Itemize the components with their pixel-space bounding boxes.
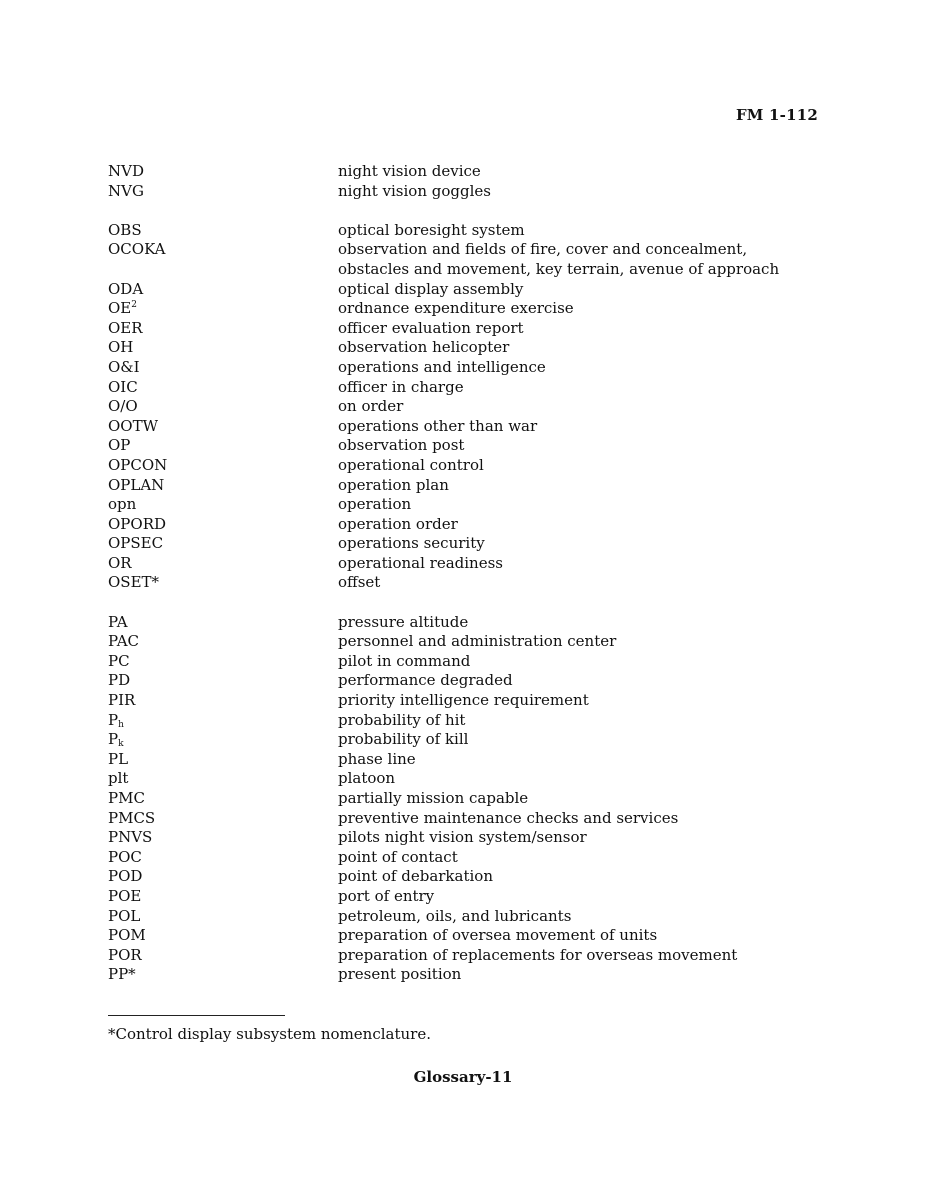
glossary-entry (108, 867, 828, 887)
glossary-term (108, 221, 338, 241)
glossary-term-text: OPSEC (108, 534, 164, 553)
glossary-term (108, 828, 338, 848)
glossary-group (108, 613, 828, 985)
glossary-list (108, 162, 828, 985)
glossary-term (108, 299, 338, 319)
glossary-definition: probability of hit (338, 710, 466, 729)
glossary-term-text: NVD (108, 162, 144, 180)
glossary-definition: priority intelligence requirement (338, 691, 589, 710)
glossary-definition: point of debarkation (338, 867, 493, 886)
glossary-term (108, 613, 338, 633)
glossary-term (108, 358, 338, 378)
glossary-term-text: OPORD (108, 514, 167, 533)
glossary-term-text: OH (108, 338, 134, 357)
glossary-definition: optical boresight system (338, 220, 525, 239)
glossary-term-text: O/O (108, 397, 138, 416)
glossary-entry (108, 319, 828, 339)
glossary-term (108, 495, 338, 515)
glossary-term (108, 476, 338, 496)
glossary-term-text: ODA (108, 279, 144, 298)
glossary-term-text: opn (108, 495, 137, 514)
glossary-definition: officer evaluation report (338, 318, 524, 337)
glossary-definition: operations other than war (338, 416, 538, 435)
glossary-term (108, 965, 338, 985)
glossary-entry (108, 397, 828, 417)
glossary-entry (108, 280, 828, 300)
glossary-term (108, 417, 338, 437)
glossary-term-text: OR (108, 553, 132, 572)
glossary-definition: point of contact (338, 847, 458, 866)
glossary-entry (108, 515, 828, 535)
glossary-entry (108, 456, 828, 476)
glossary-entry (108, 809, 828, 829)
glossary-term (108, 280, 338, 300)
glossary-definition: optical display assembly (338, 279, 524, 298)
glossary-definition: operational readiness (338, 553, 503, 572)
glossary-entry (108, 436, 828, 456)
glossary-term-text: OOTW (108, 416, 159, 435)
glossary-term-text: PL (108, 749, 129, 768)
glossary-term (108, 809, 338, 829)
glossary-definition: operation (338, 495, 412, 514)
glossary-term-text: PMC (108, 789, 145, 807)
glossary-entry (108, 789, 828, 809)
glossary-term (108, 534, 338, 554)
glossary-term-text: OPLAN (108, 475, 165, 494)
glossary-term-text: plt (108, 769, 129, 788)
glossary-term-text: PD (108, 671, 131, 690)
footnote: *Control display subsystem nomenclature. (108, 1025, 431, 1043)
glossary-entry (108, 299, 828, 319)
glossary-entry (108, 652, 828, 672)
glossary-entry (108, 182, 828, 202)
glossary-entry (108, 887, 828, 907)
glossary-term-text: PA (108, 612, 128, 631)
glossary-term (108, 750, 338, 770)
glossary-entry (108, 417, 828, 437)
glossary-term-text: OER (108, 318, 143, 337)
glossary-term-subscript: k (118, 739, 124, 750)
glossary-definition: offset (338, 573, 381, 592)
glossary-term (108, 515, 338, 535)
document-id: FM 1-112 (735, 106, 818, 124)
glossary-term (108, 554, 338, 574)
glossary-definition: performance degraded (338, 671, 513, 690)
glossary-entry (108, 221, 828, 241)
glossary-term-text: PIR (108, 691, 136, 710)
glossary-definition: pilot in command (338, 651, 471, 670)
glossary-entry (108, 711, 828, 731)
glossary-group (108, 221, 828, 593)
glossary-term (108, 182, 338, 202)
glossary-term-text: POR (108, 945, 142, 964)
glossary-term (108, 652, 338, 672)
glossary-definition: pilots night vision system/sensor (338, 828, 587, 847)
glossary-term-text: P (108, 710, 119, 729)
glossary-term-text: P (108, 730, 119, 749)
glossary-term (108, 789, 338, 809)
glossary-term (108, 867, 338, 887)
glossary-term-text: OSET* (108, 573, 160, 592)
glossary-entry (108, 573, 828, 593)
glossary-term-text: OE (108, 299, 132, 318)
glossary-term (108, 456, 338, 476)
glossary-definition: port of entry (338, 886, 435, 905)
glossary-entry (108, 240, 828, 279)
glossary-term (108, 671, 338, 691)
glossary-definition: observation and fields of fire, cover and concealment, obstacles and movement, key terrain, avenue of approach (338, 240, 780, 278)
glossary-entry (108, 632, 828, 652)
glossary-entry (108, 828, 828, 848)
glossary-entry (108, 750, 828, 770)
glossary-entry (108, 162, 828, 182)
glossary-definition: phase line (338, 749, 416, 768)
glossary-term (108, 573, 338, 593)
page-number: Glossary-11 (413, 1068, 513, 1086)
glossary-definition: on order (338, 397, 404, 416)
glossary-definition: operations and intelligence (338, 357, 546, 376)
glossary-term-text: POD (108, 867, 143, 886)
glossary-term (108, 632, 338, 652)
glossary-entry (108, 495, 828, 515)
glossary-term (108, 397, 338, 417)
glossary-term (108, 338, 338, 358)
glossary-term-text: OPCON (108, 455, 168, 474)
glossary-entry (108, 691, 828, 711)
glossary-group (108, 162, 828, 201)
glossary-entry (108, 338, 828, 358)
glossary-term (108, 887, 338, 907)
glossary-definition: ordnance expenditure exercise (338, 299, 574, 318)
glossary-term (108, 946, 338, 966)
glossary-definition: present position (338, 965, 462, 984)
glossary-term (108, 319, 338, 339)
glossary-term (108, 926, 338, 946)
glossary-term-text: PAC (108, 632, 140, 651)
glossary-definition: night vision device (338, 162, 481, 180)
glossary-term-text: POM (108, 926, 146, 945)
glossary-term-text: POC (108, 847, 142, 866)
glossary-entry (108, 730, 828, 750)
glossary-definition: operation plan (338, 475, 449, 494)
glossary-term (108, 162, 338, 182)
glossary-definition: operation order (338, 514, 458, 533)
glossary-term-text: OP (108, 436, 131, 455)
glossary-definition: preparation of replacements for overseas movement (338, 945, 738, 964)
glossary-term-text: OIC (108, 377, 138, 396)
glossary-definition: preventive maintenance checks and services (338, 808, 679, 827)
glossary-term (108, 436, 338, 456)
glossary-term-text: OBS (108, 220, 142, 239)
glossary-entry (108, 671, 828, 691)
glossary-term-text: PC (108, 651, 130, 670)
glossary-term (108, 769, 338, 789)
glossary-entry (108, 554, 828, 574)
glossary-entry (108, 378, 828, 398)
glossary-definition: operations security (338, 534, 485, 553)
glossary-definition: platoon (338, 769, 396, 788)
glossary-term-text: PNVS (108, 828, 153, 847)
glossary-entry (108, 926, 828, 946)
glossary-term (108, 711, 338, 731)
glossary-term (108, 691, 338, 711)
glossary-definition: pressure altitude (338, 612, 469, 631)
glossary-term-text: NVG (108, 181, 144, 200)
glossary-term-text: POE (108, 886, 142, 905)
glossary-definition: operational control (338, 455, 484, 474)
glossary-definition: night vision goggles (338, 181, 491, 200)
glossary-definition: observation helicopter (338, 338, 510, 357)
glossary-entry (108, 769, 828, 789)
footnote-divider (108, 1015, 285, 1016)
glossary-entry (108, 848, 828, 868)
glossary-term-text: OCOKA (108, 240, 166, 259)
glossary-term-text: PMCS (108, 808, 156, 827)
glossary-term-text: O&I (108, 357, 140, 376)
glossary-definition: partially mission capable (338, 789, 529, 807)
glossary-term (108, 240, 338, 260)
glossary-definition: probability of kill (338, 730, 469, 749)
glossary-entry (108, 476, 828, 496)
glossary-term-superscript: 2 (131, 300, 137, 311)
glossary-entry (108, 613, 828, 633)
glossary-term-subscript: h (118, 719, 124, 730)
glossary-definition: petroleum, oils, and lubricants (338, 906, 572, 925)
glossary-entry (108, 907, 828, 927)
glossary-entry (108, 358, 828, 378)
glossary-term (108, 378, 338, 398)
glossary-entry (108, 965, 828, 985)
glossary-term (108, 730, 338, 750)
glossary-term (108, 907, 338, 927)
glossary-definition: officer in charge (338, 377, 464, 396)
glossary-term-text: POL (108, 906, 141, 925)
glossary-definition: preparation of oversea movement of units (338, 926, 658, 945)
glossary-entry (108, 946, 828, 966)
glossary-entry (108, 534, 828, 554)
glossary-definition: observation post (338, 436, 465, 455)
glossary-term-text: PP* (108, 965, 136, 984)
glossary-definition: personnel and administration center (338, 632, 617, 651)
glossary-term (108, 848, 338, 868)
